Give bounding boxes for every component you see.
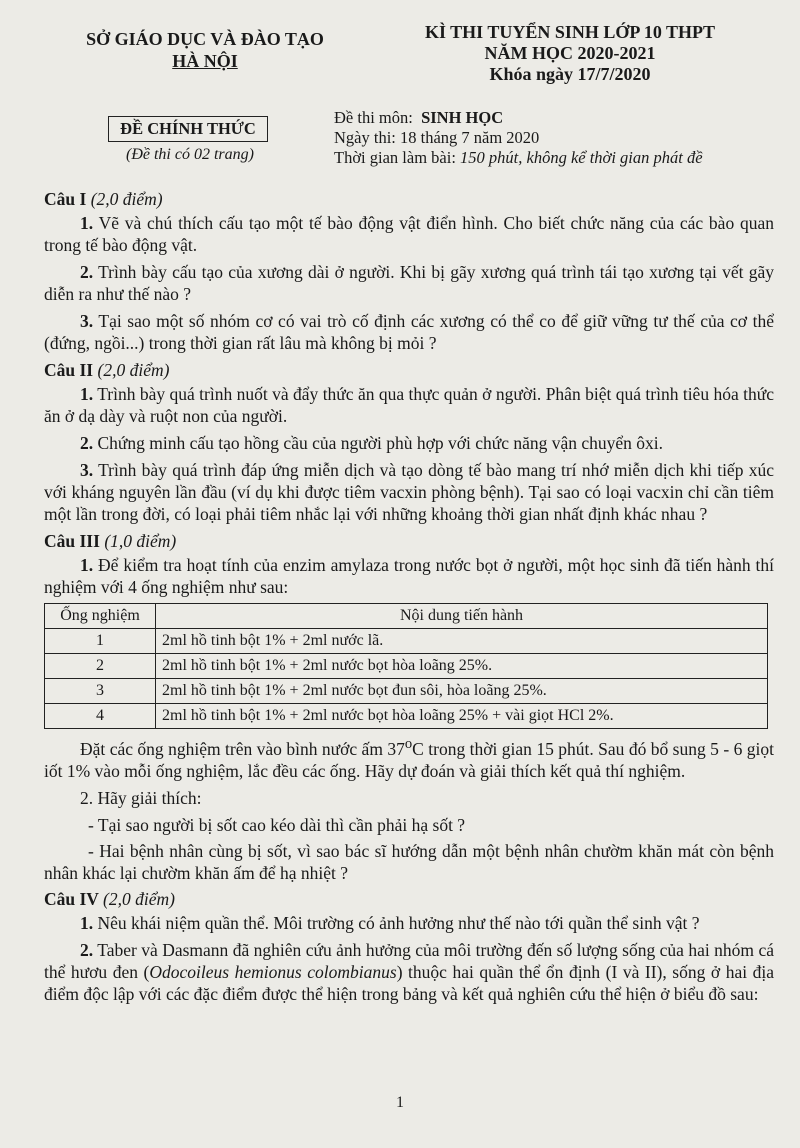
column-header-tube: Ống nghiệm <box>45 604 156 629</box>
q1-part-1 <box>44 212 774 256</box>
question-title: Câu I <box>44 189 87 209</box>
city-name: HÀ NỘI <box>172 51 238 71</box>
tube-content: 2ml hồ tinh bột 1% + 2ml nước lã. <box>156 629 768 654</box>
exam-name: KÌ THI TUYỂN SINH LỚP 10 THPT <box>424 22 716 42</box>
department-header <box>70 28 340 72</box>
part-text: Chứng minh cấu tạo hồng cầu của người phù hợp với chức năng vận chuyển ôxi. <box>97 433 664 453</box>
part-number: 1. <box>80 384 94 404</box>
instruction-text: Đặt các ống nghiệm trên vào bình nước ấm 37 <box>80 738 405 759</box>
q3-dash-1: - Tại sao người bị sốt cao kéo dài thì cần phải hạ sốt ? <box>88 814 466 835</box>
question-points: (2,0 điểm) <box>97 360 170 380</box>
question-points: (2,0 điểm) <box>90 189 163 209</box>
tube-content: 2ml hồ tinh bột 1% + 2ml nước bọt hòa loãng 25% + vài giọt HCl 2%. <box>156 704 768 729</box>
table-row <box>45 654 768 679</box>
table-row <box>45 679 768 704</box>
degree-superscript: o <box>404 736 413 752</box>
part-text: Trình bày quá trình đáp ứng miễn dịch và tạo dòng tế bào mang trí nhớ miễn dịch khi tiếp xúc với kháng nguyên lần đầu (ví dụ khi được tiêm vacxin phòng bệnh). Tại sao có loại vacxin chỉ cần tiêm một lần trong đời, có loại phải tiêm nhắc lại với những khoảng thời gian nhất định khác nhau ? <box>44 460 775 524</box>
part-number: 2. <box>80 939 94 960</box>
part-text: Taber và Dasmann đã nghiên cứu ảnh hưởng của môi trường đến số lượng sống của hai nhóm cá thể hươu đen ( <box>44 939 775 982</box>
question-4-heading <box>44 888 774 910</box>
part-text: Để kiểm tra hoạt tính của enzim amylaza trong nước bọt ở người, một học sinh đã tiến hành thí nghiệm với 4 ống nghiệm như sau: <box>44 555 774 597</box>
tube-number: 3 <box>45 679 156 704</box>
column-header-content: Nội dung tiến hành <box>156 604 768 629</box>
instruction-text: C trong thời gian 15 phút. Sau đó bổ sung 5 - 6 giọt iốt 1% vào mỗi ống nghiệm, lắc đều các ống. Hãy dự đoán và giải thích kết quả thí nghiệm. <box>44 738 774 781</box>
part-text: Vẽ và chú thích cấu tạo một tế bào động vật điển hình. Cho biết chức năng của các bào quan trong tế bào động vật. <box>44 213 774 255</box>
q3-instructions <box>44 733 774 782</box>
time-label: Thời gian làm bài: <box>334 148 456 167</box>
q3-dash-2: - Hai bệnh nhân cùng bị sốt, vì sao bác sĩ hướng dẫn một bệnh nhân chườm khăn mát còn bệnh nhân khác lại chườm khăn ấm để hạ nhiệt ? <box>44 840 774 883</box>
tube-number: 1 <box>45 629 156 654</box>
q1-part-2 <box>44 261 774 305</box>
part-text: Tại sao một số nhóm cơ có vai trò cố định các xương có thể co để giữ vững tư thế của cơ thể (đứng, ngồi...) trong thời gian rất lâu mà không bị mỏi ? <box>44 311 774 353</box>
question-title: Câu II <box>44 360 94 380</box>
official-stamp: ĐỀ CHÍNH THỨC <box>108 116 268 142</box>
q1-part-3 <box>44 310 774 354</box>
q2-part-3 <box>44 459 774 525</box>
question-1-heading <box>44 188 774 210</box>
part-text: ) thuộc hai quần thể ổn định (I và II), sống ở hai địa điểm độc lập với các đặc điểm được thể hiện trong bảng và kết quả nghiên cứu thể hiện ở biểu đồ sau: <box>44 961 774 1004</box>
tube-content: 2ml hồ tinh bột 1% + 2ml nước bọt hòa loãng 25%. <box>156 654 768 679</box>
exam-date: Khóa ngày 17/7/2020 <box>489 64 651 84</box>
part-number: 1. <box>80 912 94 933</box>
q2-part-1 <box>44 383 774 427</box>
experiment-table <box>44 603 768 729</box>
exam-body <box>44 184 774 1010</box>
part-text: Trình bày cấu tạo của xương dài ở người. Khi bị gãy xương quá trình tái tạo xương tại vết gãy diễn ra như thế nào ? <box>44 262 775 304</box>
tube-number: 4 <box>45 704 156 729</box>
question-2-heading <box>44 359 774 381</box>
q3-part-1 <box>44 554 774 598</box>
q4-part-1 <box>44 912 774 934</box>
subject-label: Đề thi môn: <box>334 108 413 127</box>
subject-name: SINH HỌC <box>421 108 504 127</box>
q2-part-2 <box>44 432 774 454</box>
exam-meta <box>334 108 703 168</box>
table-header-row <box>45 604 768 629</box>
exam-day: Ngày thi: 18 tháng 7 năm 2020 <box>334 128 540 147</box>
department-name: SỞ GIÁO DỤC VÀ ĐÀO TẠO <box>86 29 324 49</box>
part-text: Trình bày quá trình nuốt và đẩy thức ăn qua thực quản ở người. Phân biệt quá trình tiêu hóa thức ăn ở dạ dày và ruột non của người. <box>44 384 774 426</box>
q3-part-2: 2. Hãy giải thích: <box>80 787 202 808</box>
question-points: (2,0 điểm) <box>103 888 175 909</box>
part-text: Nêu khái niệm quần thể. Môi trường có ảnh hưởng như thế nào tới quần thể sinh vật ? <box>97 912 700 933</box>
tube-content: 2ml hồ tinh bột 1% + 2ml nước bọt đun sôi, hòa loãng 25%. <box>156 679 768 704</box>
table-row <box>45 704 768 729</box>
part-number: 1. <box>80 213 94 233</box>
part-number: 1. <box>80 555 94 575</box>
scientific-name: Odocoileus hemionus colombianus <box>149 961 397 982</box>
time-value: 150 phút, không kể thời gian phát đề <box>460 148 703 167</box>
question-points: (1,0 điểm) <box>104 531 177 551</box>
exam-header <box>400 22 740 85</box>
question-title: Câu IV <box>44 888 99 909</box>
table-row <box>45 629 768 654</box>
part-number: 3. <box>80 460 94 480</box>
school-year: NĂM HỌC 2020-2021 <box>484 43 656 63</box>
part-number: 2. <box>80 433 94 453</box>
part-number: 3. <box>80 311 94 331</box>
part-number: 2. <box>80 262 94 282</box>
tube-number: 2 <box>45 654 156 679</box>
question-3-heading <box>44 530 774 552</box>
page-number: 1 <box>396 1094 404 1111</box>
q4-part-2 <box>44 939 774 1005</box>
pages-note: (Đề thi có 02 trang) <box>126 146 254 163</box>
question-title: Câu III <box>44 531 100 551</box>
